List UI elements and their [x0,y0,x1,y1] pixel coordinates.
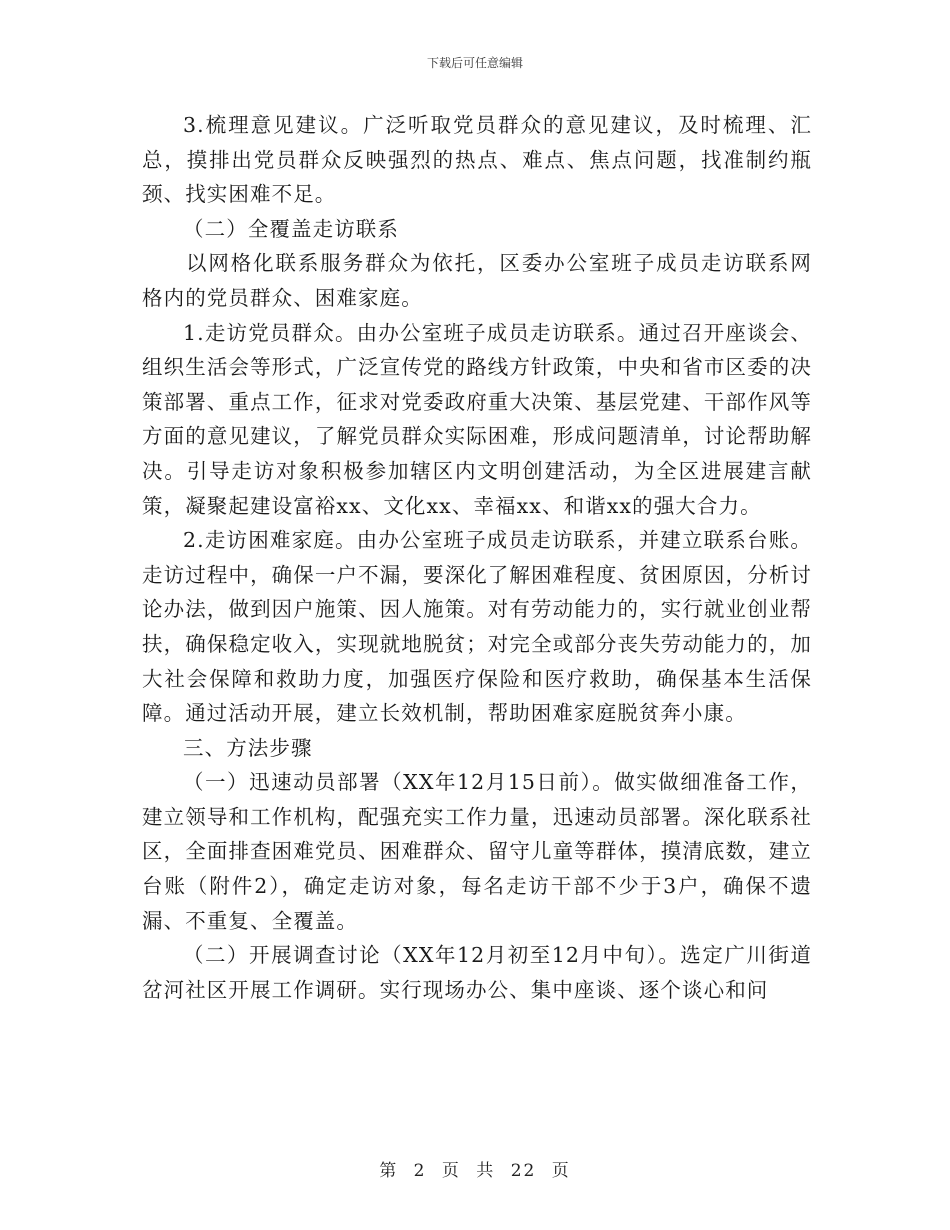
section-heading-3: 三、方法步骤 [183,735,313,760]
document-body [142,108,812,1007]
paragraph-2: 以网格化联系服务群众为依托，区委办公室班子成员走访联系网格内的党员群众、困难家庭。 [142,251,812,310]
page-footer: 第 2 页 共 22 页 [379,1161,571,1181]
paragraph-3: 1.走访党员群众。由办公室班子成员走访联系。通过召开座谈会、组织生活会等形式，广泛宣传党的路线方针政策，中央和省市区委的决策部署、重点工作，征求对党委政府重大决策、基层党建、干部作风等方面的意见建议，了解党员群众实际困难，形成问题清单，讨论帮助解决。引导走访对象积极参加辖区内文明创建活动，为全区进展建言献策，凝聚起建设富裕xx、文化xx、幸福xx、和谐xx的强大合力。 [142,320,812,518]
paragraph-5: （一）迅速动员部署（XX年12月15日前）。做实做细准备工作，建立领导和工作机构，配强充实工作力量，迅速动员部署。深化联系社区，全面排查困难党员、困难群众、留守儿童等群体，摸清底数，建立台账（附件2），确定走访对象，每名走访干部不少于3户，确保不遗漏、不重复、全覆盖。 [142,770,812,933]
paragraph-6: （二）开展调查讨论（XX年12月初至12月中旬）。选定广川街道岔河社区开展工作调研。实行现场办公、集中座谈、逐个谈心和问 [142,943,812,1002]
page-header: 下载后可任意编辑 [426,56,523,70]
paragraph-1: 3.梳理意见建议。广泛听取党员群众的意见建议，及时梳理、汇总，摸排出党员群众反映强烈的热点、难点、焦点问题，找准制约瓶颈、找实困难不足。 [142,113,812,207]
paragraph-4: 2.走访困难家庭。由办公室班子成员走访联系，并建立联系台账。走访过程中，确保一户不漏，要深化了解困难程度、贫困原因，分析讨论办法，做到因户施策、因人施策。对有劳动能力的，实行就业创业帮扶，确保稳定收入，实现就地脱贫；对完全或部分丧失劳动能力的，加大社会保障和救助力度，加强医疗保险和医疗救助，确保基本生活保障。通过活动开展，建立长效机制，帮助困难家庭脱贫奔小康。 [142,528,812,726]
section-heading-2: （二）全覆盖走访联系 [183,216,399,241]
